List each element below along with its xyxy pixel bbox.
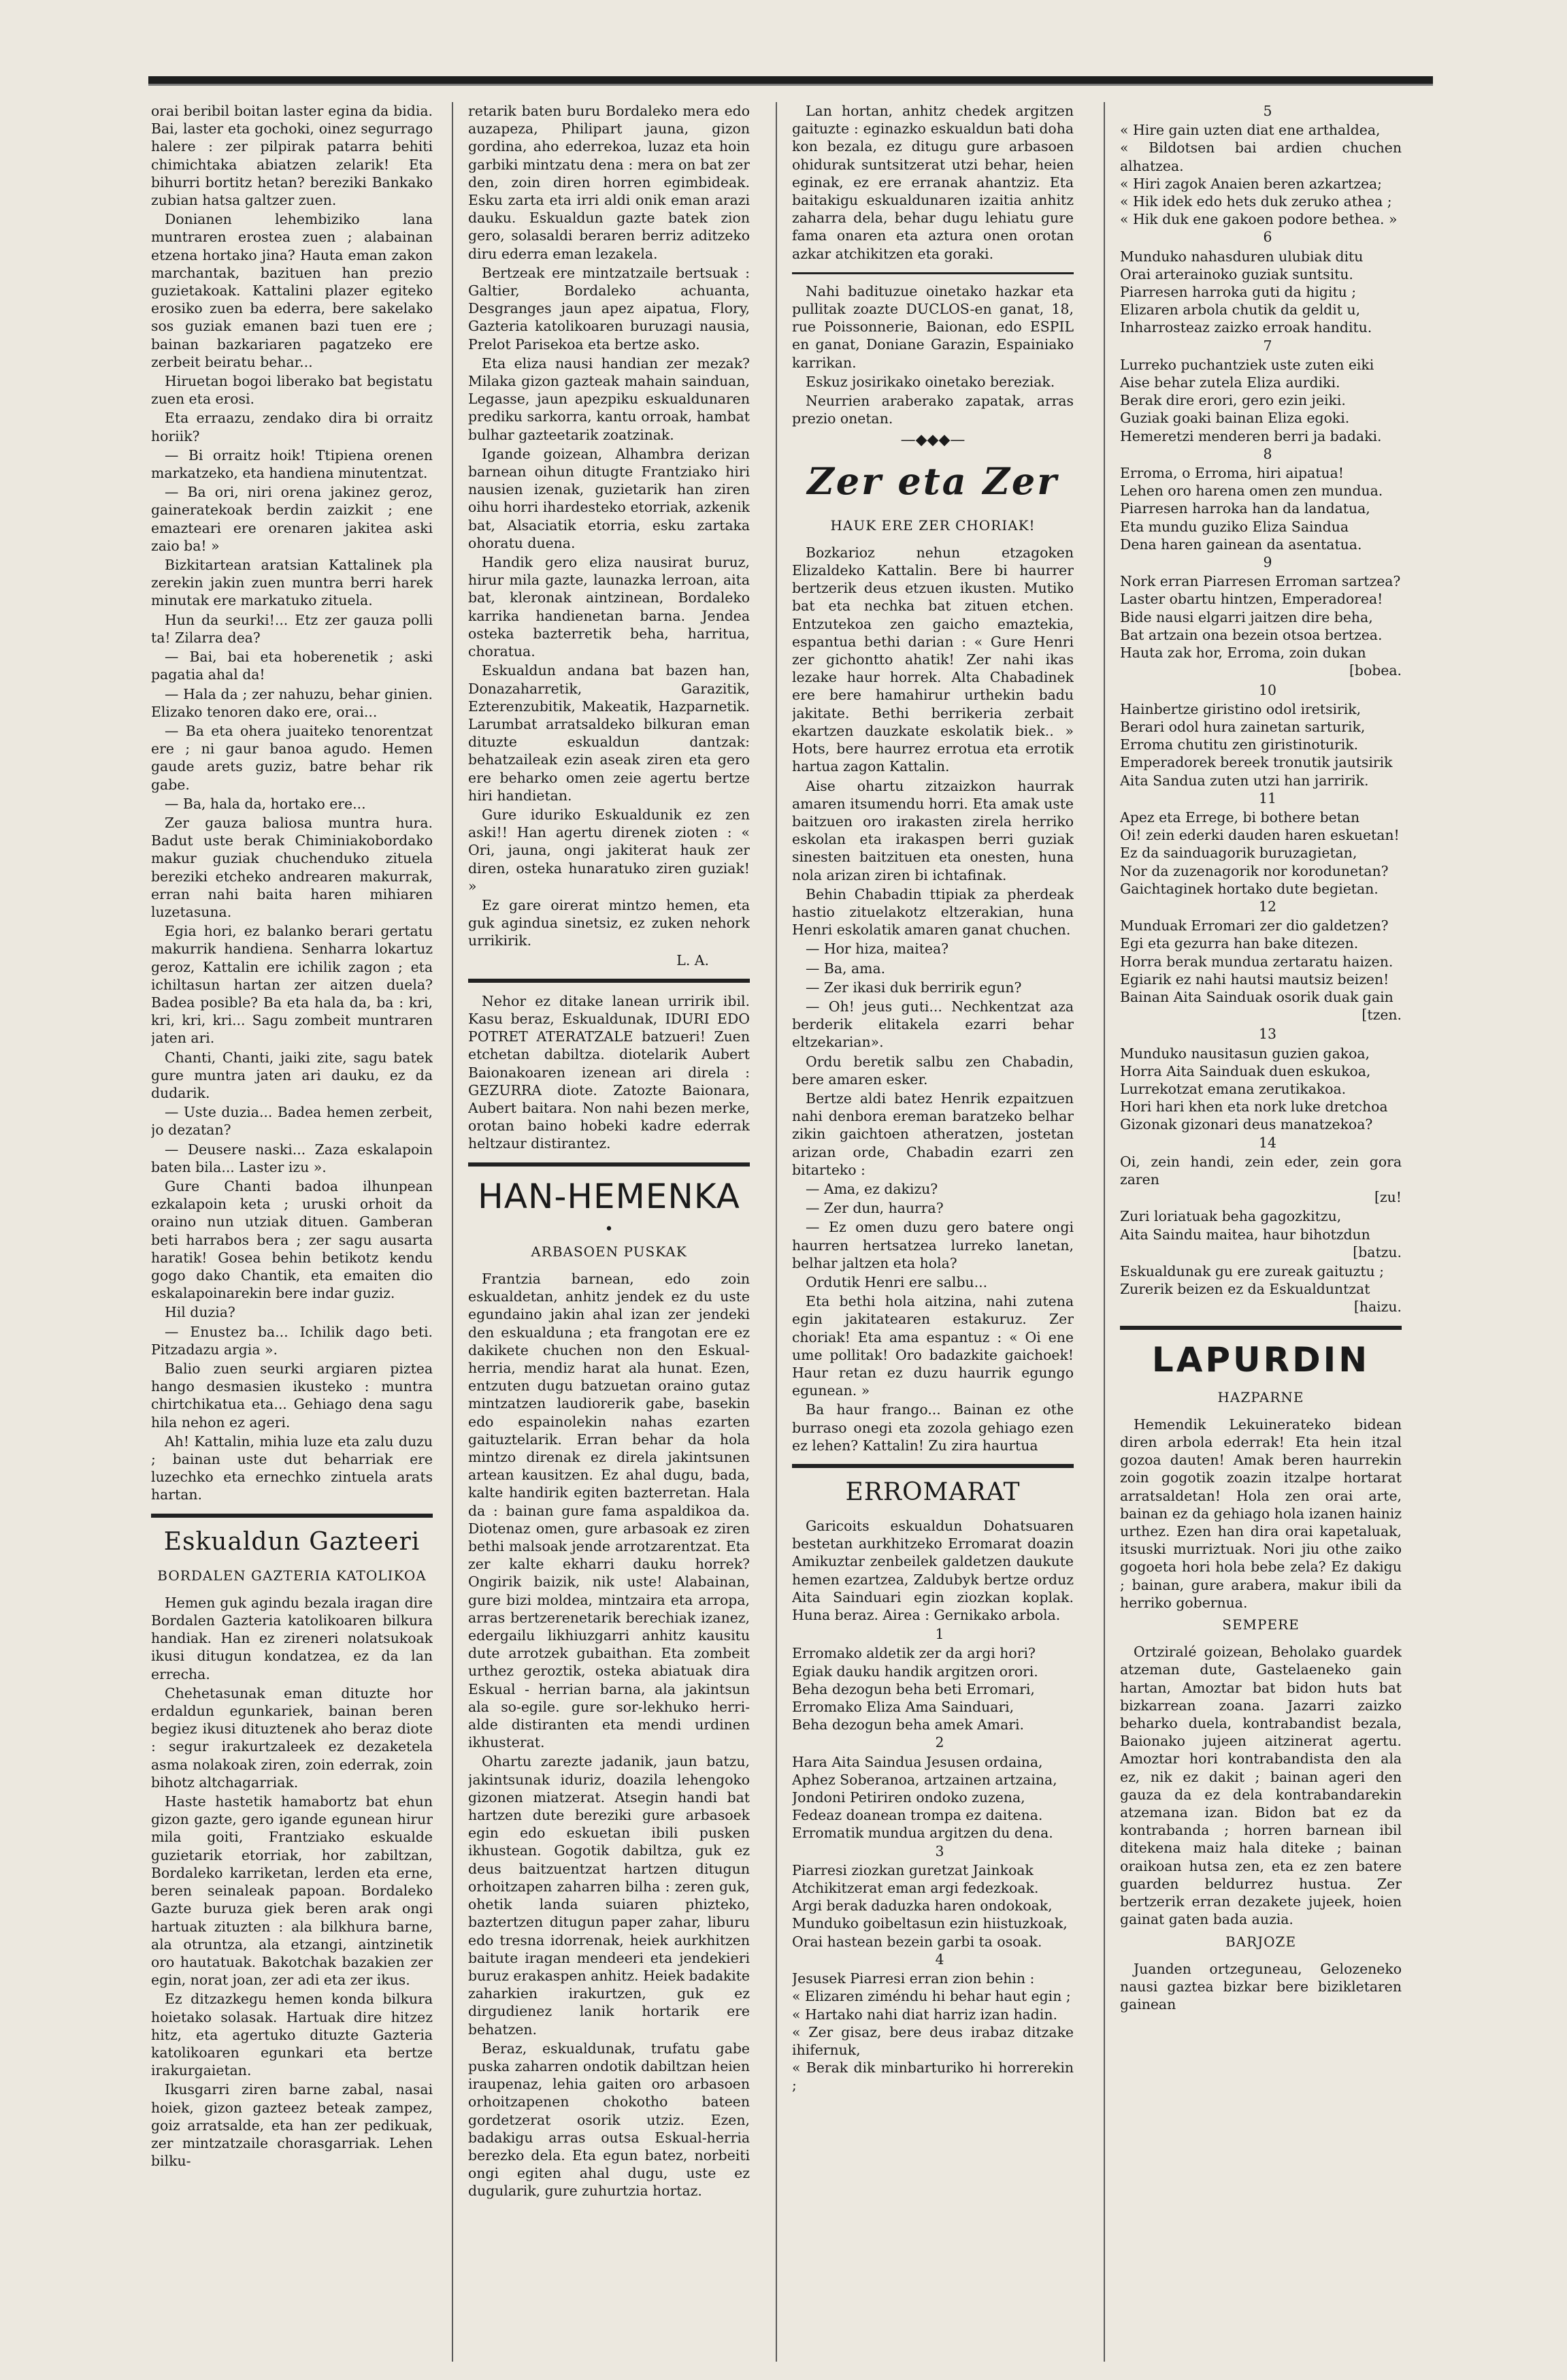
verse-line: Eskualdunak gu ere zureak gaituztu ; xyxy=(1120,1263,1385,1279)
paragraph: Hun da seurki!... Etz zer gauza polli ta! Zilarra dea? xyxy=(151,611,433,646)
subheading: BARJOZE xyxy=(1225,1933,1297,1950)
verse-number: 1 xyxy=(935,1626,944,1643)
paragraph: — Deusere naski... Zaza eskalapoin baten bila... Laster izu ». xyxy=(151,1141,433,1175)
verse-line: Munduak Erromari zer dio galdetzen? xyxy=(1120,917,1389,934)
column-4 xyxy=(1120,102,1402,2368)
paragraph: Ez gare oirerat mintzo hemen, eta guk agindua sinetsiz, ez zuken nehork urrikirik. xyxy=(468,896,750,949)
verse-line: Lurrekotzat emana zerutikakoa. xyxy=(1120,1080,1347,1097)
verse-line: Gaichtaginek hortako dute begietan. xyxy=(1120,880,1379,897)
advertisement-notice: Nahi badituzue oinetako hazkar eta pullitak zoazte DUCLOS-en ganat, 18, rue Poissonnerie, Baionan, edo ESPIL en ganat, Doniane Garazin, Espainiako karrikan. xyxy=(792,282,1074,371)
verse-line: Erroma, o Erroma, hiri aipatua! xyxy=(1120,465,1344,482)
paragraph: — Zer ikasi duk berririk egun? xyxy=(806,979,1022,996)
verse-number: 5 xyxy=(1263,103,1272,119)
verse-line: « Berak dik minbarturiko hi horrerekin ; xyxy=(792,2059,1074,2094)
verse-line: Munduko goibeltasun ezin hiistuzkoak, xyxy=(792,1915,1068,1932)
paragraph: Hiruetan bogoi liberako bat begistatu zuen eta erosi. xyxy=(151,373,433,408)
verse-line: Aphez Soberanoa, artzainen artzaina, xyxy=(792,1771,1057,1788)
top-rule xyxy=(148,76,1433,86)
subheading: SEMPERE xyxy=(1222,1616,1300,1633)
verse-line: Munduko nausitasun guzien gakoa, xyxy=(1120,1045,1370,1062)
verse-line: Egiarik ez nahi hautsi mautsiz beizen! xyxy=(1120,971,1389,988)
verse-line: Egiak dauku handik argitzen orori. xyxy=(792,1663,1038,1680)
paragraph: Igande goizean, Alhambra derizan barnean oihun ditugte Frantziako hiri nausien izenak, guzietarik han ziren oihu horri ihardesteko etorriak, azkenik bat, Alsaciatik etorria, esku zartaka ohoratu duena. xyxy=(468,445,750,551)
paragraph: Ordutik Henri ere salbu... xyxy=(806,1273,988,1290)
verse-number: 12 xyxy=(1259,898,1276,915)
verse-number: 7 xyxy=(1263,337,1272,354)
paragraph: Donianen lehembiziko lana muntraren erostea zuen ; alabainan etzena hortako jina? Hauta eman zakon marchantak, bazituen han prezio guzietakoak. Kattalini plazer egiteko erosiko zuen ba ederra, bere sakelako sos guziak emanen bazi tuen ere ; bainan bazkariaren pagatzeko ere zerbeit beiratu behar... xyxy=(151,211,433,370)
paragraph: Ohartu zarezte jadanik, jaun batzu, jakintsunak iduriz, doazila lehengoko gizonen miatzerat. Atsegin handi bat hartzen dute bereziki gure arbasoek egin edo eskuetan ibili pusken ikhustean. Gogotik dabiltza, guk ez deus baitzuentzat hartzen ditugun orhoitzapen zaharren bilha : zeren guk, ohetik landa suiaren phizteko, baztertzen ditugun paper zahar, liburu edo tresna idorrenak, heiek aurkhitzen baitute iragan mendeeri eta jendekieri buruz erakaspen anhitz. Heiek badakite zaharkien irakurtzen, guk ez dirgudienez lanik hortarik ere behatzen. xyxy=(468,1753,750,2038)
verse-line: « Hartako nahi diat harriz izan hadin. xyxy=(792,2006,1057,2023)
verse-number: 13 xyxy=(1259,1026,1276,1043)
verse-line-end: [haizu. xyxy=(1353,1299,1402,1316)
paragraph: Ikusgarri ziren barne zabal, nasai hoiek, gizon gazteez beteak zampez, goiz arratsalde, eta han zer pedikuak, zer mintzatzaile chorasgarriak. Lehen bilku- xyxy=(151,2081,433,2170)
section-divider xyxy=(468,979,750,983)
paragraph: Eta bethi hola aitzina, nahi zutena egin jakitatearen estakuruz. Zer choriak! Eta ama espantuz : « Oi ene ume pollitak! Oro badazkite gaichoek! Haur retan ez duzu haurrik egungo egunean. » xyxy=(792,1293,1074,1399)
section-divider xyxy=(468,1162,750,1167)
verse-line: Nor da zuzenagorik nor korodunetan? xyxy=(1120,862,1389,879)
column-rule xyxy=(452,102,453,2362)
paragraph: — Oh! jeus guti... Nechkentzat aza berderik elitakela ezarri behar eltzekarian». xyxy=(792,998,1074,1051)
verse-number: 8 xyxy=(1263,445,1272,462)
verse-line: Nork erran Piarresen Erroman sartzea? xyxy=(1120,573,1401,590)
verse-line: Aita Saindu maitea, haur bihotzdun xyxy=(1120,1226,1370,1243)
section-heading-lapurdin: LAPURDIN xyxy=(1151,1339,1370,1380)
verse-number: 4 xyxy=(935,1951,944,1968)
verse-line: Piarresi ziozkan guretzat Jainkoak xyxy=(792,1861,1034,1878)
verse-line: Atchikitzerat eman argi fedezkoak. xyxy=(792,1880,1039,1897)
section-heading-erromarat: ERROMARAT xyxy=(845,1478,1021,1507)
verse-line: Zuri loriatuak beha gagozkitzu, xyxy=(1120,1208,1342,1225)
verse-line-end: [tzen. xyxy=(1362,1007,1402,1024)
verse-number: 11 xyxy=(1259,789,1276,806)
paragraph: — Ez omen duzu gero batere ongi haurren hertsatzea lurreko lanetan, belhar jaltzen eta hola? xyxy=(792,1219,1074,1271)
verse-line: « Bildotsen bai ardien chuchen alhatzea. xyxy=(1120,140,1402,174)
paragraph: — Enustez ba... Ichilik dago beti. Pitzadazu argia ». xyxy=(151,1323,433,1358)
paragraph: — Ba, ama. xyxy=(806,960,886,977)
paragraph: Aise ohartu zitzaizkon haurrak amaren itsumendu horri. Eta amak uste baitzuen oro irakasten zirela herriko eskolan eta irakaspen berri guziak sinesten baitzituen eta onesten, huna nola arizan ziren bi ichtafinak. xyxy=(792,777,1074,883)
paragraph: orai beribil boitan laster egina da bidia. Bai, laster eta gochoki, oinez segurrago halere : zer pilpirak patarra behiti chimichtaka abiatzen zelarik! Eta bihurri bortitz hetan? bereziki Bankako zubian hatsa galtzer zuen. xyxy=(151,103,433,209)
paragraph: Bizkitartean aratsian Kattalinek pla zerekin jakin zuen muntra berri harek minutak ere markatuko zituela. xyxy=(151,557,433,609)
verse-line: « Hik idek edo hets duk zeruko athea ; xyxy=(1120,193,1392,210)
verse-line: Lurreko puchantziek uste zuten eiki xyxy=(1120,356,1374,373)
verse-line: « Hiri zagok Anaien beren azkartzea; xyxy=(1120,175,1383,192)
paragraph: Beraz, eskualdunak, trufatu gabe puska zaharren ondotik dabiltzan heien iraupenaz, lehia gaiten oro arbasoen orhoitzapenen chokotho bateen gordetzerat osorik utziz. Ezen, badakigu arras outsa Eskual-herria berezko dela. Eta egun batez, norbeiti ongi egiten ahal dugu, uste ez dugularik, gure zuhurtzia hortaz. xyxy=(468,2040,750,2200)
verse-line: Hara Aita Saindua Jesusen ordaina, xyxy=(792,1753,1043,1770)
verse-line: Elizaren arbola chutik da geldit u, xyxy=(1120,301,1361,319)
verse-line: Bide nausi elgarri jaitzen dire beha, xyxy=(1120,608,1373,625)
paragraph: — Hor hiza, maitea? xyxy=(806,941,949,958)
verse-line: Beha dezogun beha amek Amari. xyxy=(792,1716,1025,1733)
verse-line: Berak dire erori, gero ezin jeiki. xyxy=(1120,392,1346,409)
subheading: HAZPARNE xyxy=(1217,1388,1304,1405)
verse-line: Bat artzain ona bezein otsoa bertzea. xyxy=(1120,626,1383,643)
verse-number: 2 xyxy=(935,1734,944,1751)
paragraph: retarik baten buru Bordaleko mera edo auzapeza, Philipart jauna, gizon gordina, aho ederrekoa, luzaz eta hoin garbiki mintzatu dena : mera on bat zer den, zoin diren horren egimbideak. Esku zarta eta irri aldi onik eman arazi dauku. Eskualdun gazte batek zion gero, solasaldi beraren berriz aditzeko diru ederra eman lezakela. xyxy=(468,103,750,262)
signature: L. A. xyxy=(676,951,709,968)
paragraph: Frantzia barnean, edo zoin eskualdetan, anhitz jendek ez du uste egundaino jakin ahal izan zer jendeki den eskualduna ; eta frangotan ere ez dakikete chuchen non den Eskual-herria, mendiz harat ala hunat. Ezen, entzuten dugu batzuetan oraino gutaz mintzatzen laudiorerik gabe, basekin edo espainolekin nahas ezarten gaituztelarik. Erran behar da hola mintzo direnak ez direla jakintsunen artean kausitzen. Ez ahal dugu, bada, kalte handirik egiten bazterretan. Hala da : bainan gure fama aspaldikoa da. Diotenaz omen, gure arbasoak ez ziren bethi malsoak jende arrotzarentzat. Eta zer kalte ekharri dauku horrek? Ongirik baizik, nik uste! Alabainan, gure bizi moldea, mintzaira eta arropa, arras bertzerenetarik berechiak izanez, edergailu likhiuzgarri anhitz kausitu dute arrotzek gubaithan. Eta zombeit urthez geroztik, osteka abiatuak dira Eskual - herrian barna, ala jakintsun ala so-egile. gure sor-lekhuko herri-alde distiranten eta mendi urdinen ikhusterat. xyxy=(468,1270,750,1751)
column-3 xyxy=(792,102,1074,2368)
paragraph: — Bai, bai eta hoberenetik ; aski pagatia ahal da! xyxy=(151,649,433,683)
paragraph: Handik gero eliza nausirat buruz, hirur mila gazte, launazka lerroan, aita bat, kleronak aintzinean, Bordaleko karrika handienetan barna. Jendea osteka bazterretik beha, harritua, choratua. xyxy=(468,554,750,660)
subheading: ARBASOEN PUSKAK xyxy=(531,1243,687,1260)
paragraph: Hil duzia? xyxy=(165,1304,235,1321)
verse-line: Aise behar zutela Eliza aurdiki. xyxy=(1120,374,1340,391)
paragraph: Chanti, Chanti, jaiki zite, sagu batek gure muntra jaten ari dauku, ez da dudarik. xyxy=(151,1049,433,1101)
section-divider xyxy=(151,1514,433,1518)
verse-line: « Elizaren ziméndu hi behar haut egin ; xyxy=(792,1988,1071,2005)
section-heading-zer-eta-zer: Zer eta Zer xyxy=(807,459,1059,503)
verse-line: Zurerik beizen ez da Eskualduntzat xyxy=(1120,1281,1370,1298)
section-divider xyxy=(792,272,1074,274)
verse-line: Gizonak gizonari deus manatzekoa? xyxy=(1120,1116,1373,1133)
paragraph: Eta eliza nausi handian zer mezak? Milaka gizon gazteak mahain sainduan, Legasse, jaun apezpiku eskualdunaren prediku sarkorra, kantu orroak, hambat bulhar gazteetarik zoatzinak. xyxy=(468,355,750,443)
verse-number: 3 xyxy=(935,1842,944,1859)
verse-line: Hemeretzi menderen berri ja badaki. xyxy=(1120,427,1382,444)
verse-line: Apez eta Errege, bi bothere betan xyxy=(1120,809,1360,826)
paragraph: Gure iduriko Eskualdunik ez zen aski!! Han agertu direnek zioten : « Ori, jauna, ongi jakiterat hauk zer diren, osteka hunaratuko ziren guziak! » xyxy=(468,806,750,894)
verse-number: 6 xyxy=(1263,229,1272,246)
verse-line: Dena haren gainean da asentatua. xyxy=(1120,536,1362,553)
paragraph: Balio zuen seurki argiaren piztea hango desmasien ikusteko : muntra chirtchikatua eta... Gehiago dena sagu hila nehon ez ageri. xyxy=(151,1360,433,1431)
column-1 xyxy=(151,102,433,2368)
paragraph: Ez ditzazkegu hemen konda bilkura hoietako solasak. Hartuak dire hitzez hitz, eta agertuko dituzte Gazteria katolikoaren egunkari eta bertze irakurgaietan. xyxy=(151,1991,433,2079)
verse-line: Emperadorek bereek tronutik jautsirik xyxy=(1120,754,1393,771)
paragraph: Hemendik Lekuinerateko bidean diren arbola ederrak! Eta hein itzal gozoa dauten! Amak beren haurrekin zoin gogotik zoazin itzalpe hortarat arratsaldetan! Hola zen orai arte, bainan ez da gehiago hola izanen hainiz urthez. Ezen han dira orai kapetaluak, itsuski murriztuak. Nori jiu othe zaiko gogoeta hori hola bebe zela? Ez dakigu ; bainan, gure arabera, makur ibili da herriko gobernua. xyxy=(1120,1416,1402,1611)
verse-line-end: [zu! xyxy=(1374,1189,1402,1206)
verse-line: Erroma chutitu zen giristinoturik. xyxy=(1120,736,1359,753)
paragraph: — Bi orraitz hoik! Ttipiena orenen markatzeko, eta handiena minutentzat. xyxy=(151,446,433,482)
verse-line: Eta mundu guziko Eliza Saindua xyxy=(1120,518,1349,535)
verse-line: Orai arterainoko guziak suntsitu. xyxy=(1120,265,1353,282)
verse-line: Lehen oro harena omen zen mundua. xyxy=(1120,483,1383,500)
subheading: BORDALEN GAZTERIA KATOLIKOA xyxy=(157,1567,427,1584)
verse-line: Laster obartu hintzen, Emperadorea! xyxy=(1120,591,1383,608)
verse-line: Hainbertze giristino odol iretsirik, xyxy=(1120,700,1362,717)
paragraph: Ordu beretik salbu zen Chabadin, bere amaren esker. xyxy=(792,1053,1074,1088)
ornament: —◆◆◆— xyxy=(900,431,966,449)
column-rule xyxy=(1104,102,1105,2362)
paragraph: Ah! Kattalin, mihia luze eta zalu duzu ; bainan uste dut beharriak ere luzechko eta ernechko zintuela arats hartan. xyxy=(151,1433,433,1503)
verse-number: 9 xyxy=(1263,554,1272,571)
advertisement-notice: Nehor ez ditake lanean urririk ibil. Kasu beraz, Eskualdunak, IDURI EDO POTRET ATERATZALE batzueri! Zuen etchetan dabiltza. diotelarik Aubert Baionakoaren izenean ari direla : GEZURRA diote. Zatozte Baionara, Aubert baitara. Non nahi bezen merke, orotan baino hobeki kadre ederrak heltzaur distirantez. xyxy=(468,992,750,1152)
advertisement-notice: Eskuz josirikako oinetako bereziak. xyxy=(806,373,1055,390)
verse-line: Berari odol hura zainetan sarturik, xyxy=(1120,718,1366,735)
paragraph: Ba haur frango... Bainan ez othe burraso onegi eta zozola gehiago ezen ez lehen? Kattalin! Zu zira haurtua xyxy=(792,1401,1074,1454)
paragraph: Bertzeak ere mintzatzaile bertsuak : Galtier, Bordaleko achuanta, Desgranges jaun apez aipatua, Flory, Gazteria katolikoaren buruzagi nausia, Prelot Parisekoa eta bertze asko. xyxy=(468,264,750,353)
verse-line-end: [bobea. xyxy=(1349,662,1402,679)
paragraph: — Ba ori, niri orena jakinez geroz, gaineratekoak berdin zaizkit ; ene emazteari ere orenaren jakitea aski zaio ba! » xyxy=(151,484,433,554)
verse-line: Fedeaz doanean trompa ez daitena. xyxy=(792,1807,1043,1824)
verse-line: Jesusek Piarresi erran zion behin : xyxy=(792,1970,1035,1987)
paragraph: Lan hortan, anhitz chedek argitzen gaituzte : eginazko eskualdun bati doha kon bezala, ez ditugu gure arbasoen ohidurak suntsitzerat utzi behar, heien eginak, ez ere erranak ahantziz. Eta baitakigu eskualdunaren izaitia anhitz zaharra dela, behar dugu lehiatu gure fama onaren eta aztura onen orotan azkar atchikitzen eta goraki. xyxy=(792,103,1074,262)
verse-line: Horra Aita Sainduak duen eskukoa, xyxy=(1120,1062,1371,1079)
verse-line: Erromako aldetik zer da argi hori? xyxy=(792,1645,1036,1662)
verse-line: Aita Sandua zuten utzi han jarririk. xyxy=(1120,772,1369,789)
verse-line: « Hik duk ene gakoen podore bethea. » xyxy=(1120,211,1398,228)
verse-number: 10 xyxy=(1259,681,1276,698)
advertisement-notice: Neurrien araberako zapatak, arras prezio onetan. xyxy=(792,393,1074,427)
verse-number: 14 xyxy=(1259,1134,1276,1151)
paragraph: Juanden ortzeguneau, Gelozeneko nausi gaztea bizkar bere bizikletaren gainean xyxy=(1120,1960,1402,2013)
verse-line: Erromatik mundua argitzen du dena. xyxy=(792,1825,1053,1842)
paragraph: Eta erraazu, zendako dira bi orraitz horiik? xyxy=(151,410,433,444)
verse-line: Erromako Eliza Ama Sainduari, xyxy=(792,1699,1015,1716)
verse-line: Bainan Aita Sainduak osorik duak gain xyxy=(1120,988,1393,1005)
subheading: HAUK ERE ZER CHORIAK! xyxy=(830,517,1036,534)
verse-line: Egi eta gezurra han bake ditezen. xyxy=(1120,935,1359,952)
section-divider xyxy=(792,1464,1074,1468)
paragraph: Gure Chanti badoa ilhunpean ezkalapoin keta ; uruski orhoit da oraino nun utziak dituen. Gamberan beti harrabos bera ; zer sagu ausarta haratik! Gosea behin betikotz kendu gogo dako Chantik, eta emaiten dio eskalapoinarekin bere indar guziz. xyxy=(151,1177,433,1302)
verse-line: Argi berak daduzka haren ondokoak, xyxy=(792,1897,1053,1914)
section-heading-eskualdun-gazteeri: Eskualdun Gazteeri xyxy=(163,1527,420,1556)
paragraph: Ortziralé goizean, Beholako guardek atzeman dute, Gastelaeneko gain hartan, Amoztar bat bidon huts bat bizkarrean zoana. Jazarri zaizko beharko duela, kontrabandist bezala, Baionako jujeen aitzinerat agertu. Amoztar hori kontrabandista den ala ez, nik ez dakit ; bainan ageri den gauza da ez dela kontrabandarekin atzemana izan. Bidon bat ez da kontrabanda ; horren barnean ibil ditekena maiz hala diteke ; bainan oraikoan hutsa zen, eta ez zen batere guarden beldurrez hustua. Zer bertzerik erran dezakete jujeek, hoien gainat gaten bada auzia. xyxy=(1120,1644,1402,1928)
paragraph: Zer gauza baliosa muntra hura. Badut uste berak Chiminiakobordako makur guziak chuchenduko zituela bereziki etcheko andrearen makurrak, erran nahi baita haren mihiaren luzetasuna. xyxy=(151,814,433,920)
verse-line: Piarresen harroka han da landatua, xyxy=(1120,500,1370,517)
paragraph: — Ba eta ohera juaiteko tenorentzat ere ; ni gaur banoa agudo. Hemen gaude arets guziz, batre behar rik gabe. xyxy=(151,722,433,793)
verse-line: « Hire gain uzten diat ene arthaldea, xyxy=(1120,122,1381,139)
column-2 xyxy=(468,102,750,2368)
paragraph: — Uste duzia... Badea hemen zerbeit, jo dezatan? xyxy=(151,1104,433,1139)
verse-line: Beha dezogun beha beti Erromari, xyxy=(792,1680,1035,1697)
verse-line-end: [batzu. xyxy=(1353,1243,1402,1260)
verse-line: Piarresen harroka guti da higitu ; xyxy=(1120,284,1357,301)
verse-line: Hauta zak hor, Erroma, zoin dukan xyxy=(1120,645,1366,662)
verse-line: « Zer gisaz, bere deus irabaz ditzake ihifernuk, xyxy=(792,2023,1074,2058)
paragraph: Bozkarioz nehun etzagoken Elizaldeko Kattalin. Bere bi haurrer bertzerik deus etzuen ikusten. Mutiko bat eta nechka bat zituen etchen. Entzutekoa zen gaicho emaztekia, espantua bethi darian : « Gure Henri zer gichontto ahatik! Zer nahi ikas lezake haur horrek. Alta Chabadinek ere bere hamahirur urthekin badu jakitate. Bethi berrikeria zerbait ekartzen dauzkate eskolatik biek.. » Hots, bere haurrez errotua eta errotik hartua zagon Kattalin. xyxy=(792,544,1074,775)
paragraph: — Zer dun, haurra? xyxy=(806,1200,944,1217)
paragraph: Hemen guk agindu bezala iragan dire Bordalen Gazteria katolikoaren bilkura handiak. Han ez zireneri nolatsukoak ikusi ditugun kondatzea, ez da lan errecha. xyxy=(151,1594,433,1682)
paragraph: — Ama, ez dakizu? xyxy=(806,1180,938,1197)
paragraph: Chehetasunak eman dituzte hor erdaldun egunkariek, bainan beren begiez ikusi dituztenek aho beraz diote : segur irakurtzaleek ez dezaketela asma nolakoak ziren, zoin ederrak, zoin bihotz altchagarriak. xyxy=(151,1684,433,1791)
verse-line: Oi, zein handi, zein eder, zein gora zaren xyxy=(1120,1153,1402,1188)
section-heading-han-hemenka: HAN-HEMENKA xyxy=(478,1176,740,1216)
verse-line: Munduko nahasduren ulubiak ditu xyxy=(1120,248,1364,265)
verse-line: Ez da sainduagorik buruzagietan, xyxy=(1120,845,1357,862)
verse-line: Inharrosteaz zaizko erroak handitu. xyxy=(1120,319,1372,336)
paragraph: Egia hori, ez balanko berari gertatu makurrik handiena. Senharra lokartuz geroz, Kattalin ere ichilik zagon ; eta ichiltasun hartan zer aitzen duela? Badea posible? Ba eta hala da, ba : kri, kri, kri, kri... Sagu zombeit muntraren jaten ari. xyxy=(151,923,433,1047)
verse-line: Horra berak mundua zertaratu haizen. xyxy=(1120,953,1393,970)
verse-line: Orai hastean bezein garbi ta osoak. xyxy=(792,1933,1042,1950)
verse-line: Oi! zein ederki dauden haren eskuetan! xyxy=(1120,827,1400,844)
paragraph: Haste hastetik hamabortz bat ehun gizon gazte, gero igande egunean hirur mila goiti, Frantziako eskualde guzietarik etorriak, hor zabiltzan, Bordaleko karriketan, lerden eta erne, beren seinaleak papoan. Bordaleko Gazte buruza giek beren arak ongi hartuak zituzten : ala bilkhura barne, ala otruntza, ala etzangi, aintzinetik oro hautatuak. Bakotchak bazakien zer egin, norat joan, zer adi eta zer ikus. xyxy=(151,1793,433,1989)
paragraph: Behin Chabadin ttipiak za pherdeak hastio zituelakotz eltzerakian, huna Henri eskolatik amaren ganat chuchen. xyxy=(792,885,1074,939)
paragraph: — Hala da ; zer nahuzu, behar ginien. Elizako tenoren dako ere, orai... xyxy=(151,685,433,720)
verse-line: Jondoni Petiriren ondoko zuzena, xyxy=(792,1789,1025,1806)
paragraph: Garicoits eskualdun Dohatsuaren bestetan aurkhitzeko Erromarat doazin Amikuztar zenbeilek galdetzen daukute hemen ezartzea, Zaldubyk bertze orduz Aita Sainduari egin ziozkan koplak. Huna beraz. Airea : Gernikako arbola. xyxy=(792,1518,1074,1624)
paragraph: Bertze aldi batez Henrik ezpaitzuen nahi denbora ereman baratzeko belhar zikin gaichtoen atheratzen, jostetan arizan orde, Chabadin ezarri zen bitarteko : xyxy=(792,1090,1074,1178)
section-divider xyxy=(1120,1326,1402,1330)
verse-line: Hori hari khen eta nork luke dretchoa xyxy=(1120,1098,1388,1115)
verse-line: Guziak goaki bainan Eliza egoki. xyxy=(1120,410,1350,427)
column-rule xyxy=(776,102,777,2362)
ornament: • xyxy=(604,1220,614,1238)
paragraph: — Ba, hala da, hortako ere... xyxy=(165,795,366,812)
paragraph: Eskualdun andana bat bazen han, Donazaharretik, Garazitik, Ezterenzubitik, Makeatik, Hazparnetik. Larumbat arratsaldeko bilkuran eman dituzte eskualdun dantzak: behatzaileak ezin aseak ziren eta gero ere beharko omen zeie agertu bertze hiri handietan. xyxy=(468,662,750,804)
